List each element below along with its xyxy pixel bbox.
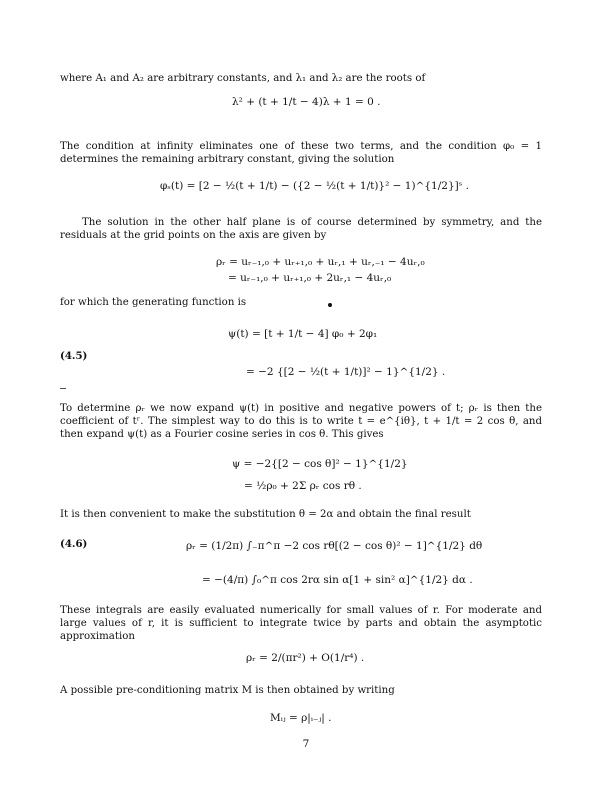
paragraph-asymptotic: These integrals are easily evaluated numerically for small values of r. For moderate and large values of r, it is sufficient to integrate twice by parts and obtain the asymptotic approximation (60, 605, 542, 642)
equation-fourier-2: = ½ρ₀ + 2Σ ρᵣ cos rθ . (244, 480, 362, 492)
equation-asymptotic: ρᵣ = 2/(πr²) + O(1/r⁴) . (246, 652, 365, 664)
equation-fourier-1: ψ = −2{[2 − cos θ]² − 1}^{1/2} (232, 458, 408, 470)
page-number: 7 (302, 738, 310, 750)
paragraph-symmetry: The solution in the other half plane is of course determined by symmetry, and the residuals at the grid points on the axis are given by (60, 217, 542, 241)
equation-residual-1: ρᵣ = uᵣ₋₁,₀ + uᵣ₊₁,₀ + uᵣ,₁ + uᵣ,₋₁ − 4uᵣ,₀ (216, 256, 425, 268)
paragraph-preconditioning: A possible pre-conditioning matrix M is then obtained by writing (60, 685, 395, 696)
equation-characteristic: λ² + (t + 1/t − 4)λ + 1 = 0 . (232, 96, 381, 108)
equation-generating-2: = −2 {[2 − ½(t + 1/t)]² − 1}^{1/2} . (246, 366, 446, 378)
paragraph-condition: The condition at infinity eliminates one of these two terms, and the condition φ₀ = 1 determines the remaining arbitrary constant, giving the solution (60, 141, 542, 165)
paragraph-generating: for which the generating function is (60, 297, 247, 308)
equation-label-4-5: (4.5) (60, 350, 88, 362)
stray-dash (60, 388, 66, 389)
equation-label-4-6: (4.6) (60, 538, 88, 550)
stray-dot (328, 303, 332, 307)
equation-integral-2: = −(4/π) ∫₀^π cos 2rα sin α[1 + sin² α]^{1/2} dα . (202, 574, 473, 586)
paragraph-substitution: It is then convenient to make the substitution θ = 2α and obtain the final result (60, 509, 471, 520)
paragraph-expand: To determine ρᵣ we now expand ψ(t) in positive and negative powers of t; ρᵣ is then the coefficient of tʳ. The simplest way to do this is to write t = e^{iθ}, t + 1/t = 2 cos θ, and then expand ψ(t) as a Fourier cosine series in cos θ. This gives (60, 403, 542, 440)
paragraph-roots: where A₁ and A₂ are arbitrary constants, and λ₁ and λ₂ are the roots of (60, 73, 426, 84)
equation-matrix: Mᵢⱼ = ρ|ᵢ₋ⱼ| . (270, 712, 332, 724)
equation-integral-1: ρᵣ = (1/2π) ∫₋π^π −2 cos rθ[(2 − cos θ)² − 1]^{1/2} dθ (186, 540, 483, 552)
equation-residual-2: = uᵣ₋₁,₀ + uᵣ₊₁,₀ + 2uᵣ,₁ − 4uᵣ,₀ (228, 272, 392, 284)
equation-solution: φₛ(t) = [2 − ½(t + 1/t) − ({2 − ½(t + 1/t)}² − 1)^{1/2}]ˢ . (160, 180, 469, 192)
equation-generating-1: ψ(t) = [t + 1/t − 4] φ₀ + 2φ₁ (228, 328, 378, 340)
